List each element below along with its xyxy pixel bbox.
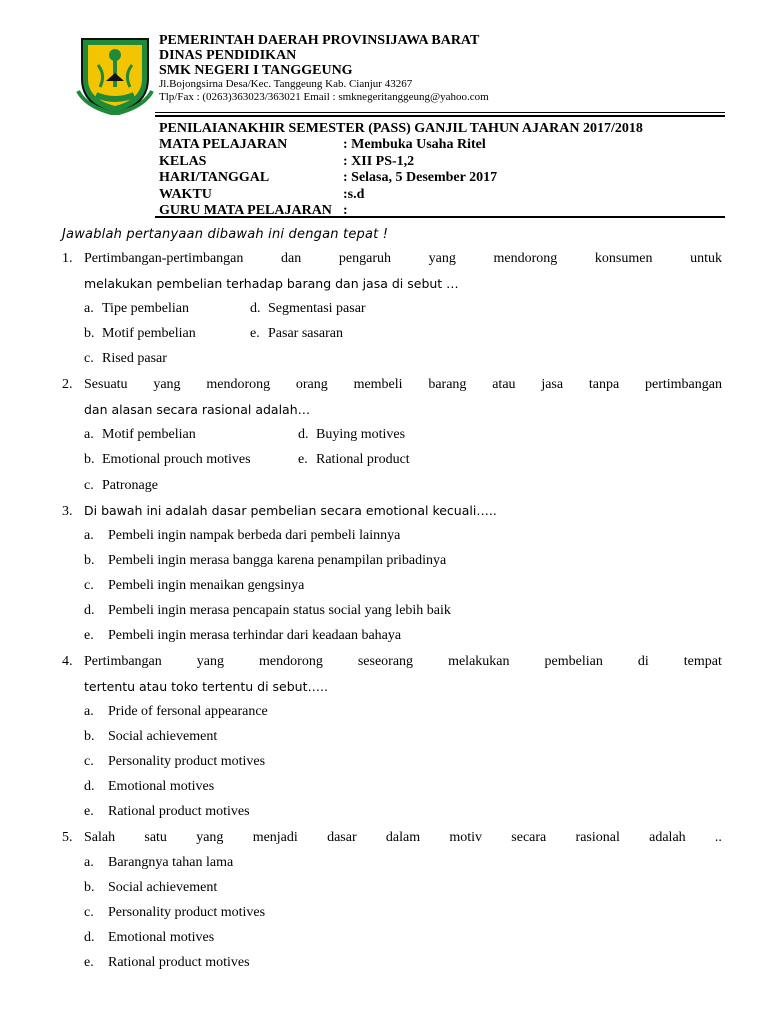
question-word: tempat: [683, 654, 722, 669]
question-2: [62, 372, 722, 422]
option-3d: [84, 598, 451, 623]
option-text: Buying motives: [316, 427, 406, 442]
letterhead-contact: Tlp/Fax : (0263)363023/363021 Email : smknegeritanggeung@yahoo.com: [159, 91, 489, 103]
option-1b: [84, 321, 196, 346]
option-4d: [84, 774, 214, 799]
question-line: tertentu atau toko tertentu di sebut…..: [84, 679, 328, 694]
exam-row-value: :s.d: [343, 186, 365, 202]
exam-row-label: KELAS: [159, 153, 207, 169]
question-word: mendorong: [206, 377, 271, 392]
question-word: untuk: [690, 251, 722, 266]
question-number: 1.: [62, 251, 73, 266]
exam-header-divider: [155, 216, 725, 218]
question-line: melakukan pembelian terhadap barang dan jasa di sebut …: [84, 276, 459, 291]
option-5d: [84, 925, 214, 950]
option-letter: a.: [84, 855, 94, 870]
option-2c: [84, 473, 158, 498]
option-4b: [84, 724, 217, 749]
question-line: [62, 825, 722, 850]
instruction: Jawablah pertanyaan dibawah ini dengan tepat !: [62, 227, 389, 242]
option-text: Social achievement: [108, 729, 218, 744]
question-word: dalam: [385, 830, 421, 845]
option-text: Motif pembelian: [102, 326, 196, 341]
question-number: 4.: [62, 654, 73, 669]
option-text: Personality product motives: [108, 905, 266, 920]
option-text: Personality product motives: [108, 754, 266, 769]
question-word: Pertimbangan-pertimbangan: [84, 251, 244, 266]
option-5e: [84, 950, 250, 975]
exam-row-value: : Selasa, 5 Desember 2017: [343, 170, 498, 186]
west-java-emblem-icon: [76, 35, 154, 115]
option-text: Segmentasi pasar: [268, 301, 366, 316]
question-word: satu: [144, 830, 167, 845]
exam-row-label: HARI/TANGGAL: [159, 170, 270, 186]
option-text: Emotional motives: [108, 930, 215, 945]
question-word: adalah: [649, 830, 686, 845]
question-word: yang: [196, 654, 225, 669]
option-letter: d.: [84, 779, 95, 794]
question-word: menjadi: [252, 830, 298, 845]
question-word: Salah: [84, 830, 116, 845]
option-4c: [84, 749, 265, 774]
option-text: Rational product motives: [108, 804, 250, 819]
question-word: Pertimbangan: [84, 654, 162, 669]
exam-row-label: GURU MATA PELAJARAN: [159, 203, 332, 219]
option-letter: e.: [84, 628, 94, 643]
question-word: barang: [428, 377, 467, 392]
question-word: dasar: [327, 830, 357, 845]
option-3c: [84, 573, 304, 598]
option-letter: a.: [84, 427, 94, 442]
option-text: Pembeli ingin merasa pencapain status social yang lebih baik: [108, 603, 451, 618]
option-letter: c.: [84, 905, 94, 920]
question-line: [62, 246, 722, 271]
option-letter: e.: [250, 326, 260, 341]
option-text: Rised pasar: [102, 351, 167, 366]
option-4e: [84, 799, 250, 824]
question-4: [62, 649, 722, 699]
option-text: Tipe pembelian: [102, 301, 189, 316]
letterhead-address: Jl.Bojongsirna Desa/Kec. Tanggeung Kab. Cianjur 43267: [159, 78, 413, 90]
question-word: yang: [153, 377, 181, 392]
question-number: 3.: [62, 504, 73, 519]
option-text: Barangnya tahan lama: [108, 855, 234, 870]
question-word: mendorong: [493, 251, 558, 266]
question-line: [62, 372, 722, 397]
exam-row-subject: [159, 137, 739, 153]
option-text: Rational product motives: [108, 955, 250, 970]
question-word: ..: [714, 830, 722, 845]
exam-row-class: [159, 154, 739, 170]
question-word: motiv: [449, 830, 483, 845]
letterhead-department: DINAS PENDIDIKAN: [159, 48, 297, 63]
question-word: atau: [492, 377, 516, 392]
letterhead: [159, 33, 739, 104]
option-2e: [298, 447, 410, 472]
question-line: [62, 498, 722, 523]
question-word: yang: [196, 830, 224, 845]
option-letter: b.: [84, 452, 95, 467]
letterhead-school: SMK NEGERI I TANGGEUNG: [159, 63, 353, 78]
exam-row-time: [159, 187, 739, 203]
option-text: Rational product: [316, 452, 410, 467]
option-4a: [84, 699, 268, 724]
option-text: Pride of fersonal appearance: [108, 704, 268, 719]
option-text: Pembeli ingin nampak berbeda dari pembeli lainnya: [108, 528, 401, 543]
question-word: seseorang: [357, 654, 414, 669]
option-letter: d.: [84, 603, 95, 618]
question-5: [62, 825, 722, 850]
option-1c: [84, 346, 167, 371]
exam-row-label: WAKTU: [159, 186, 212, 202]
question-number: 2.: [62, 377, 73, 392]
question-number: 5.: [62, 830, 73, 845]
option-letter: b.: [84, 553, 95, 568]
option-5b: [84, 875, 217, 900]
option-text: Emotional motives: [108, 779, 215, 794]
exam-row-value: : XII PS-1,2: [343, 153, 415, 169]
option-text: Pembeli ingin menaikan gengsinya: [108, 578, 305, 593]
exam-row-value: :: [343, 203, 348, 219]
option-letter: d.: [298, 427, 309, 442]
question-word: Sesuatu: [84, 377, 128, 392]
question-1: [62, 246, 722, 296]
question-word: pembelian: [544, 654, 603, 669]
question-word: yang: [428, 251, 456, 266]
option-text: Motif pembelian: [102, 427, 196, 442]
letterhead-government: PEMERINTAH DAERAH PROVINSIJAWA BARAT: [159, 33, 480, 48]
option-letter: a.: [84, 704, 94, 719]
option-letter: e.: [84, 955, 94, 970]
option-text: Pembeli ingin merasa bangga karena penampilan pribadinya: [108, 553, 447, 568]
option-letter: d.: [250, 301, 261, 316]
option-2a: [84, 422, 196, 447]
letterhead-divider-thin: [155, 112, 725, 113]
exam-row-label: MATA PELAJARAN: [159, 137, 288, 153]
option-text: Pembeli ingin merasa terhindar dari keadaan bahaya: [108, 628, 402, 643]
option-text: Social achievement: [108, 880, 218, 895]
option-3a: [84, 523, 400, 548]
exam-row-value: : Membuka Usaha Ritel: [343, 137, 486, 153]
option-1a: [84, 296, 189, 321]
option-letter: a.: [84, 528, 94, 543]
question-word: tanpa: [588, 377, 620, 392]
option-text: Emotional prouch motives: [102, 452, 251, 467]
option-5c: [84, 900, 265, 925]
question-word: membeli: [353, 377, 403, 392]
option-1d: [250, 296, 366, 321]
option-letter: d.: [84, 930, 95, 945]
question-word: dan: [281, 251, 302, 266]
option-1e: [250, 321, 343, 346]
question-line: [62, 649, 722, 674]
question-word: secara: [511, 830, 547, 845]
question-word: jasa: [541, 377, 564, 392]
question-word: di: [637, 654, 649, 669]
question-word: mendorong: [259, 654, 323, 669]
question-word: melakukan: [448, 654, 510, 669]
option-2b: [84, 447, 251, 472]
question-word: rasional: [575, 830, 620, 845]
option-letter: e.: [298, 452, 308, 467]
option-letter: c.: [84, 754, 94, 769]
question-word: orang: [295, 377, 328, 392]
question-line: dan alasan secara rasional adalah…: [84, 402, 311, 417]
exam-header: [159, 121, 739, 219]
option-5a: [84, 850, 233, 875]
option-letter: c.: [84, 578, 94, 593]
option-letter: b.: [84, 326, 95, 341]
question-word: pengaruh: [338, 251, 391, 266]
exam-title: PENILAIANAKHIR SEMESTER (PASS) GANJIL TAHUN AJARAN 2017/2018: [159, 121, 643, 136]
option-2d: [298, 422, 405, 447]
option-letter: e.: [84, 804, 94, 819]
question-text: Di bawah ini adalah dasar pembelian secara emotional kecuali…..: [84, 503, 497, 518]
option-3e: [84, 623, 401, 648]
question-word: konsumen: [594, 251, 653, 266]
option-letter: a.: [84, 301, 94, 316]
exam-row-date: [159, 170, 739, 186]
option-text: Patronage: [102, 478, 158, 493]
letterhead-divider-thick: [155, 115, 725, 117]
question-word: pertimbangan: [644, 377, 722, 392]
option-letter: b.: [84, 880, 95, 895]
option-letter: c.: [84, 351, 94, 366]
option-letter: c.: [84, 478, 94, 493]
option-letter: b.: [84, 729, 95, 744]
option-text: Pasar sasaran: [268, 326, 344, 341]
option-3b: [84, 548, 446, 573]
question-3: [62, 498, 722, 523]
